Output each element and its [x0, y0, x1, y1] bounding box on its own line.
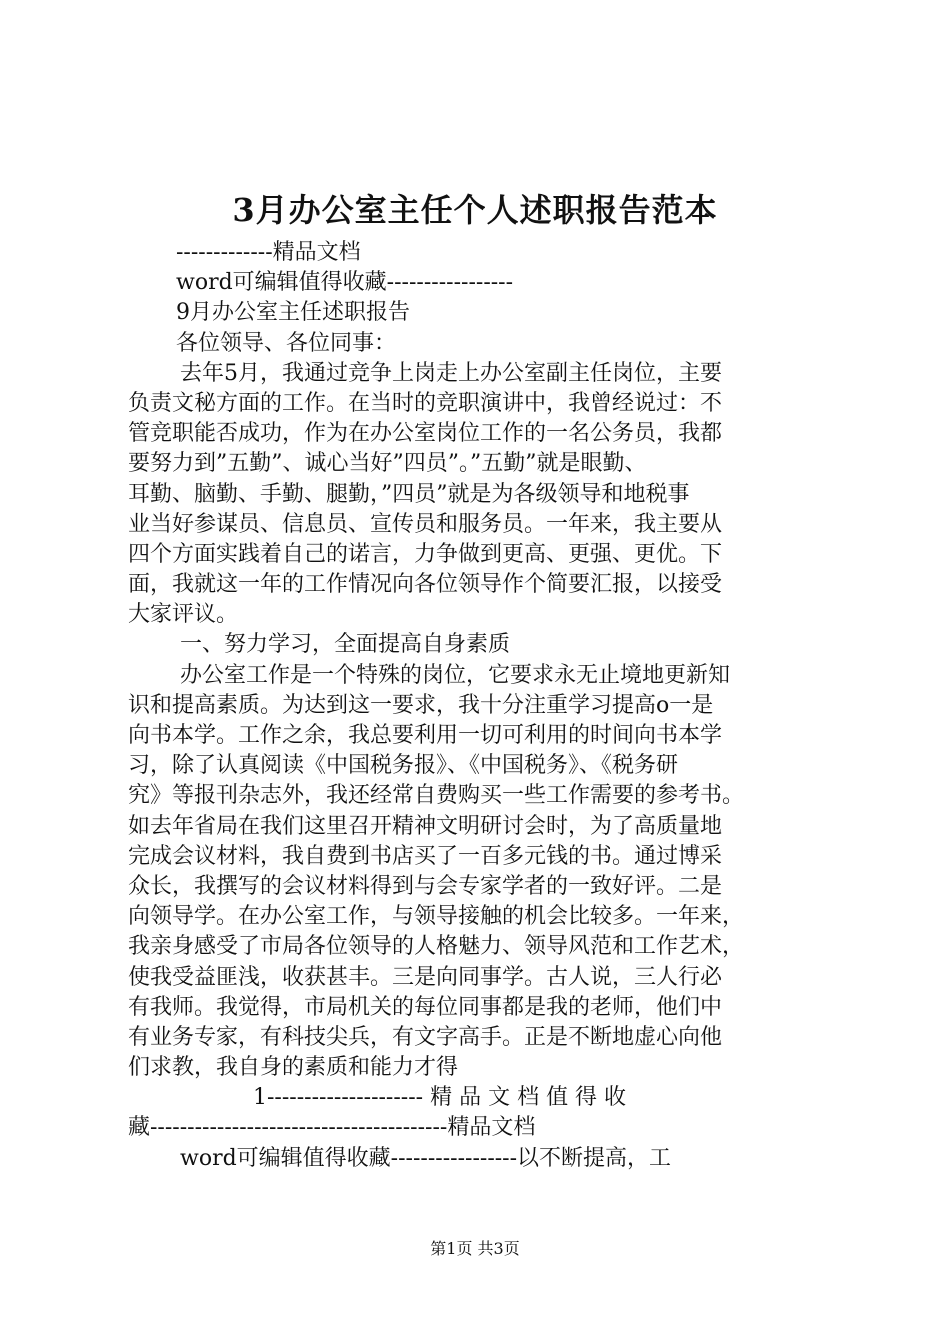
page-footer: 第1页 共3页: [430, 1239, 520, 1258]
text-line: 负责文秘方面的工作。在当时的竞职演讲中，我曾经说过：不: [128, 390, 723, 416]
text-line: 耳勤、脑勤、手勤、腿勤，”四员”就是为各级领导和地税事: [128, 481, 690, 507]
text-line: 面，我就这一年的工作情况向各位领导作个简要汇报，以接受: [128, 572, 723, 598]
text-line: 要努力到”五勤”、诚心当好”四员”。”五勤”就是眼勤、: [128, 451, 647, 477]
text-line: 去年5月，我通过竞争上岗走上办公室副主任岗位，主要: [180, 360, 722, 386]
text-line: 识和提高素质。为达到这一要求，我十分注重学习提高o一是: [128, 692, 714, 718]
watermark-line: word可编辑值得收藏-----------------以不断提高，工: [180, 1145, 672, 1171]
text-line: 如去年省局在我们这里召开精神文明研讨会时，为了高质量地: [128, 813, 723, 839]
watermark-line: 藏----------------------------------------精品文档: [128, 1115, 536, 1141]
text-line: -------------精品文档: [176, 240, 361, 265]
text-line: word可编辑值得收藏-----------------: [176, 270, 514, 296]
text-line: 办公室工作是一个特殊的岗位，它要求永无止境地更新知: [180, 662, 731, 688]
text-line: 向书本学。工作之余，我总要利用一切可利用的时间向书本学: [128, 723, 723, 748]
section-heading: 一、努力学习，全面提高自身素质: [180, 632, 511, 658]
text-line: 管竞职能否成功，作为在办公室岗位工作的一名公务员，我都: [128, 421, 723, 447]
text-line: 习，除了认真阅读《中国税务报》、《中国税务》、《税务研: [128, 753, 679, 779]
text-line: 有业务专家，有科技尖兵，有文字高手。正是不断地虚心向他: [128, 1024, 723, 1050]
text-line: 各位领导、各位同事：: [176, 330, 397, 356]
text-line: 向领导学。在办公室工作，与领导接触的机会比较多。一年来，: [128, 904, 745, 930]
document-body: [128, 238, 834, 1174]
text-line: 有我师。我觉得，市局机关的每位同事都是我的老师，他们中: [128, 994, 723, 1020]
text-line: 完成会议材料，我自费到书店买了一百多元钱的书。通过博采: [128, 843, 723, 869]
text-line: 9月办公室主任述职报告: [176, 300, 410, 326]
text-line: 四个方面实践着自己的诺言，力争做到更高、更强、更优。下: [128, 541, 723, 567]
watermark-line: 1--------------------- 精 品 文 档 值 得 收: [253, 1085, 627, 1111]
document-title: 3月办公室主任个人述职报告范本: [232, 191, 718, 229]
text-line: 我亲身感受了市局各位领导的人格魅力、领导风范和工作艺术，: [128, 934, 745, 960]
text-line: 众长，我撰写的会议材料得到与会专家学者的一致好评。二是: [128, 873, 723, 899]
text-line: 们求教，我自身的素质和能力才得: [128, 1055, 459, 1081]
text-line: 究》等报刊杂志外，我还经常自费购买一些工作需要的参考书。: [128, 783, 745, 809]
text-line: 大家评议。: [128, 602, 239, 628]
text-line: 使我受益匪浅，收获甚丰。三是向同事学。古人说，三人行必: [128, 964, 723, 990]
text-line: 业当好参谋员、信息员、宣传员和服务员。一年来，我主要从: [128, 511, 723, 537]
